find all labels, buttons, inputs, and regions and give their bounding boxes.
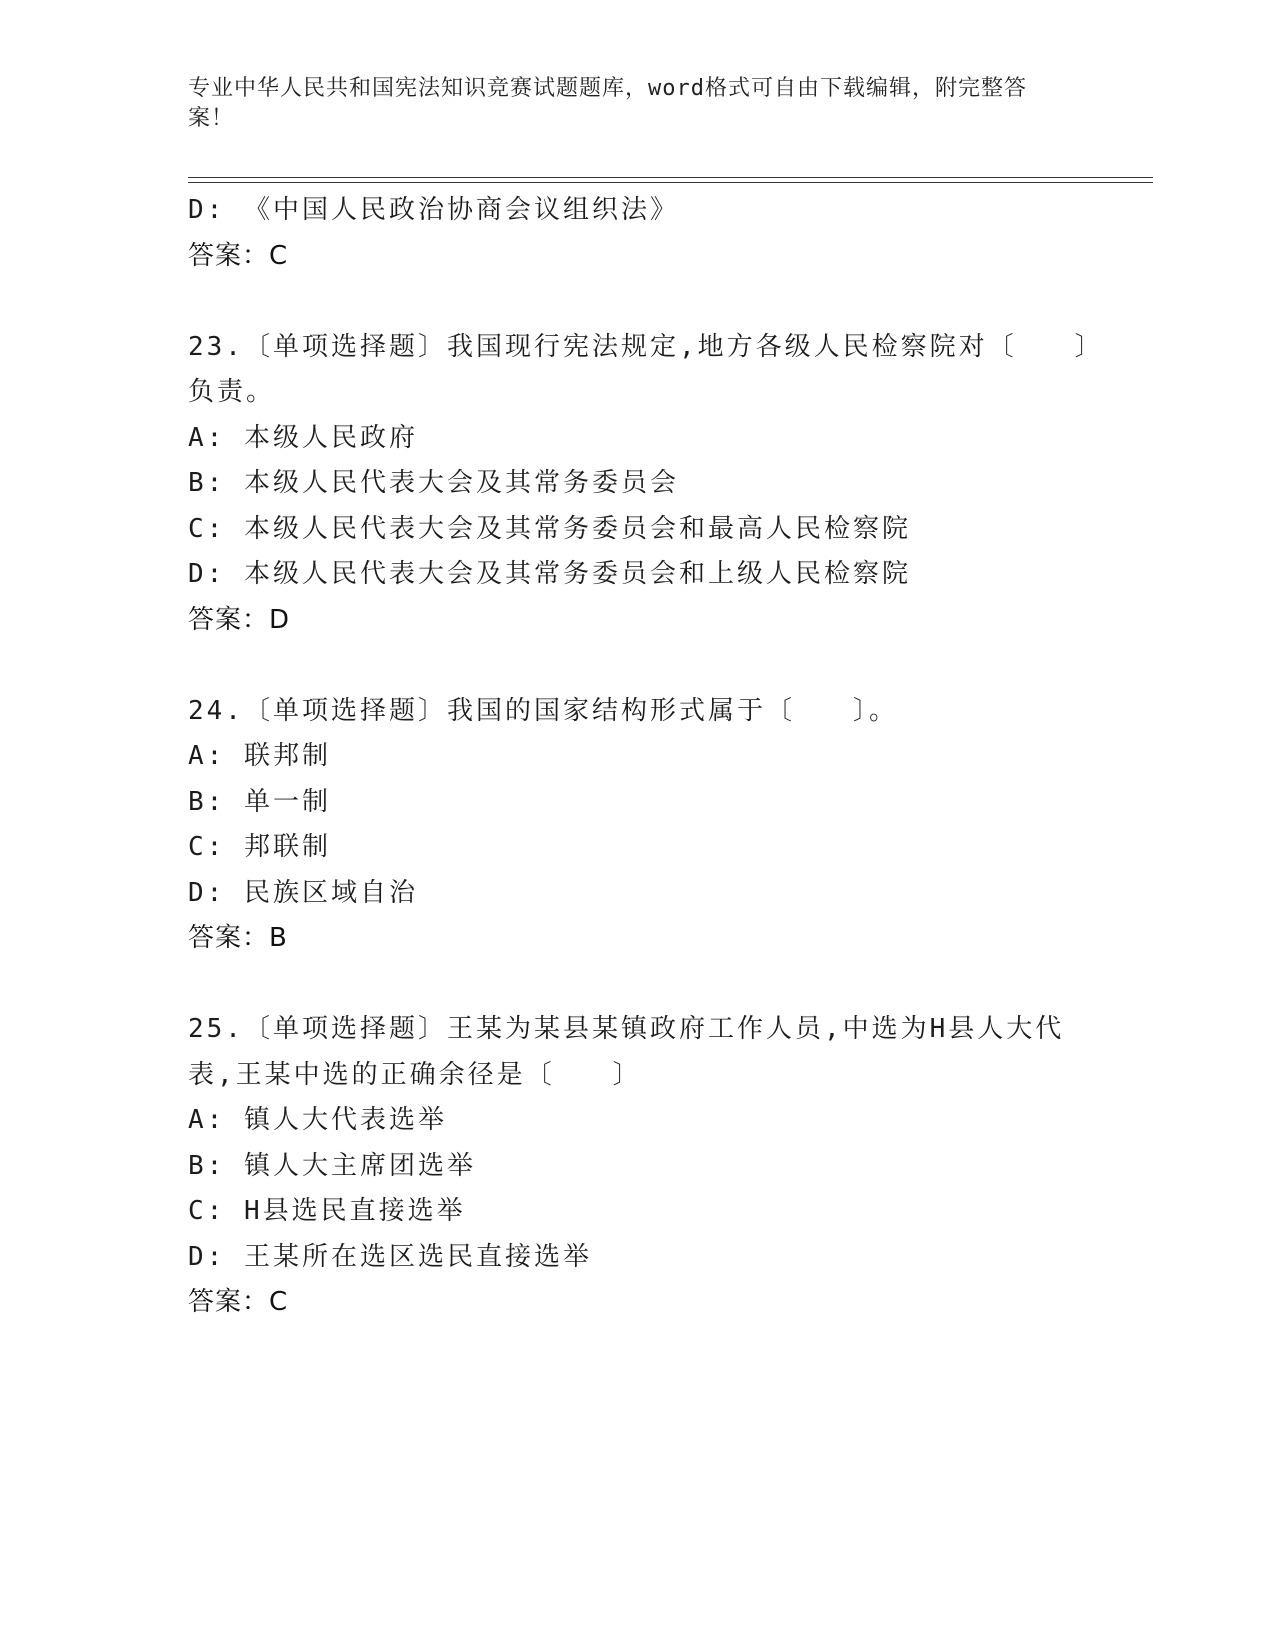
option-d: D: 本级人民代表大会及其常务委员会和上级人民检察院 <box>188 559 911 589</box>
spacer <box>188 962 1088 1008</box>
answer: 答案：B <box>188 923 288 953</box>
carryover-answer: 答案：C <box>188 240 289 271</box>
answer: 答案：C <box>188 1287 289 1317</box>
option-d: D: 王某所在选区选民直接选举 <box>188 1241 592 1272</box>
option-d: D: 民族区域自治 <box>188 877 418 908</box>
document-header: 专业中华人民共和国宪法知识竞赛试题题库，word格式可自由下载编辑，附完整答案！ <box>188 76 1027 131</box>
question-25 <box>188 1007 1088 1326</box>
answer: 答案：D <box>188 604 291 635</box>
option-b: B: 单一制 <box>188 786 331 817</box>
question-stem-line: 25.〔单项选择题〕王某为某县某镇政府工作人员,中选为H县人大代 <box>188 1014 1065 1044</box>
question-stem-line: 表,王某中选的正确余径是〔 〕 <box>188 1059 642 1090</box>
option-a: A: 本级人民政府 <box>188 422 418 453</box>
spacer <box>188 279 1088 325</box>
question-stem-line: 负责。 <box>188 377 276 407</box>
carryover-option-d: D: 《中国人民政治协商会议组织法》 <box>188 195 679 225</box>
option-c: C: H县选民直接选举 <box>188 1196 466 1226</box>
question-23 <box>188 325 1104 644</box>
option-b: B: 镇人大主席团选举 <box>188 1150 476 1181</box>
option-c: C: 邦联制 <box>188 832 331 862</box>
option-a: A: 镇人大代表选举 <box>188 1105 447 1135</box>
question-stem-line: 23.〔单项选择题〕我国现行宪法规定,地方各级人民检察院对〔 〕 <box>188 331 1104 362</box>
question-stem-line: 24.〔单项选择题〕我国的国家结构形式属于〔 〕。 <box>188 695 898 726</box>
question-24 <box>188 689 1088 962</box>
option-c: C: 本级人民代表大会及其常务委员会和最高人民检察院 <box>188 513 911 544</box>
option-a: A: 联邦制 <box>188 741 331 771</box>
header-rule-top <box>188 177 1153 178</box>
spacer <box>188 643 1088 689</box>
header-rule-bottom <box>188 182 1153 183</box>
question-content <box>188 188 1104 1326</box>
option-b: B: 本级人民代表大会及其常务委员会 <box>188 468 679 498</box>
